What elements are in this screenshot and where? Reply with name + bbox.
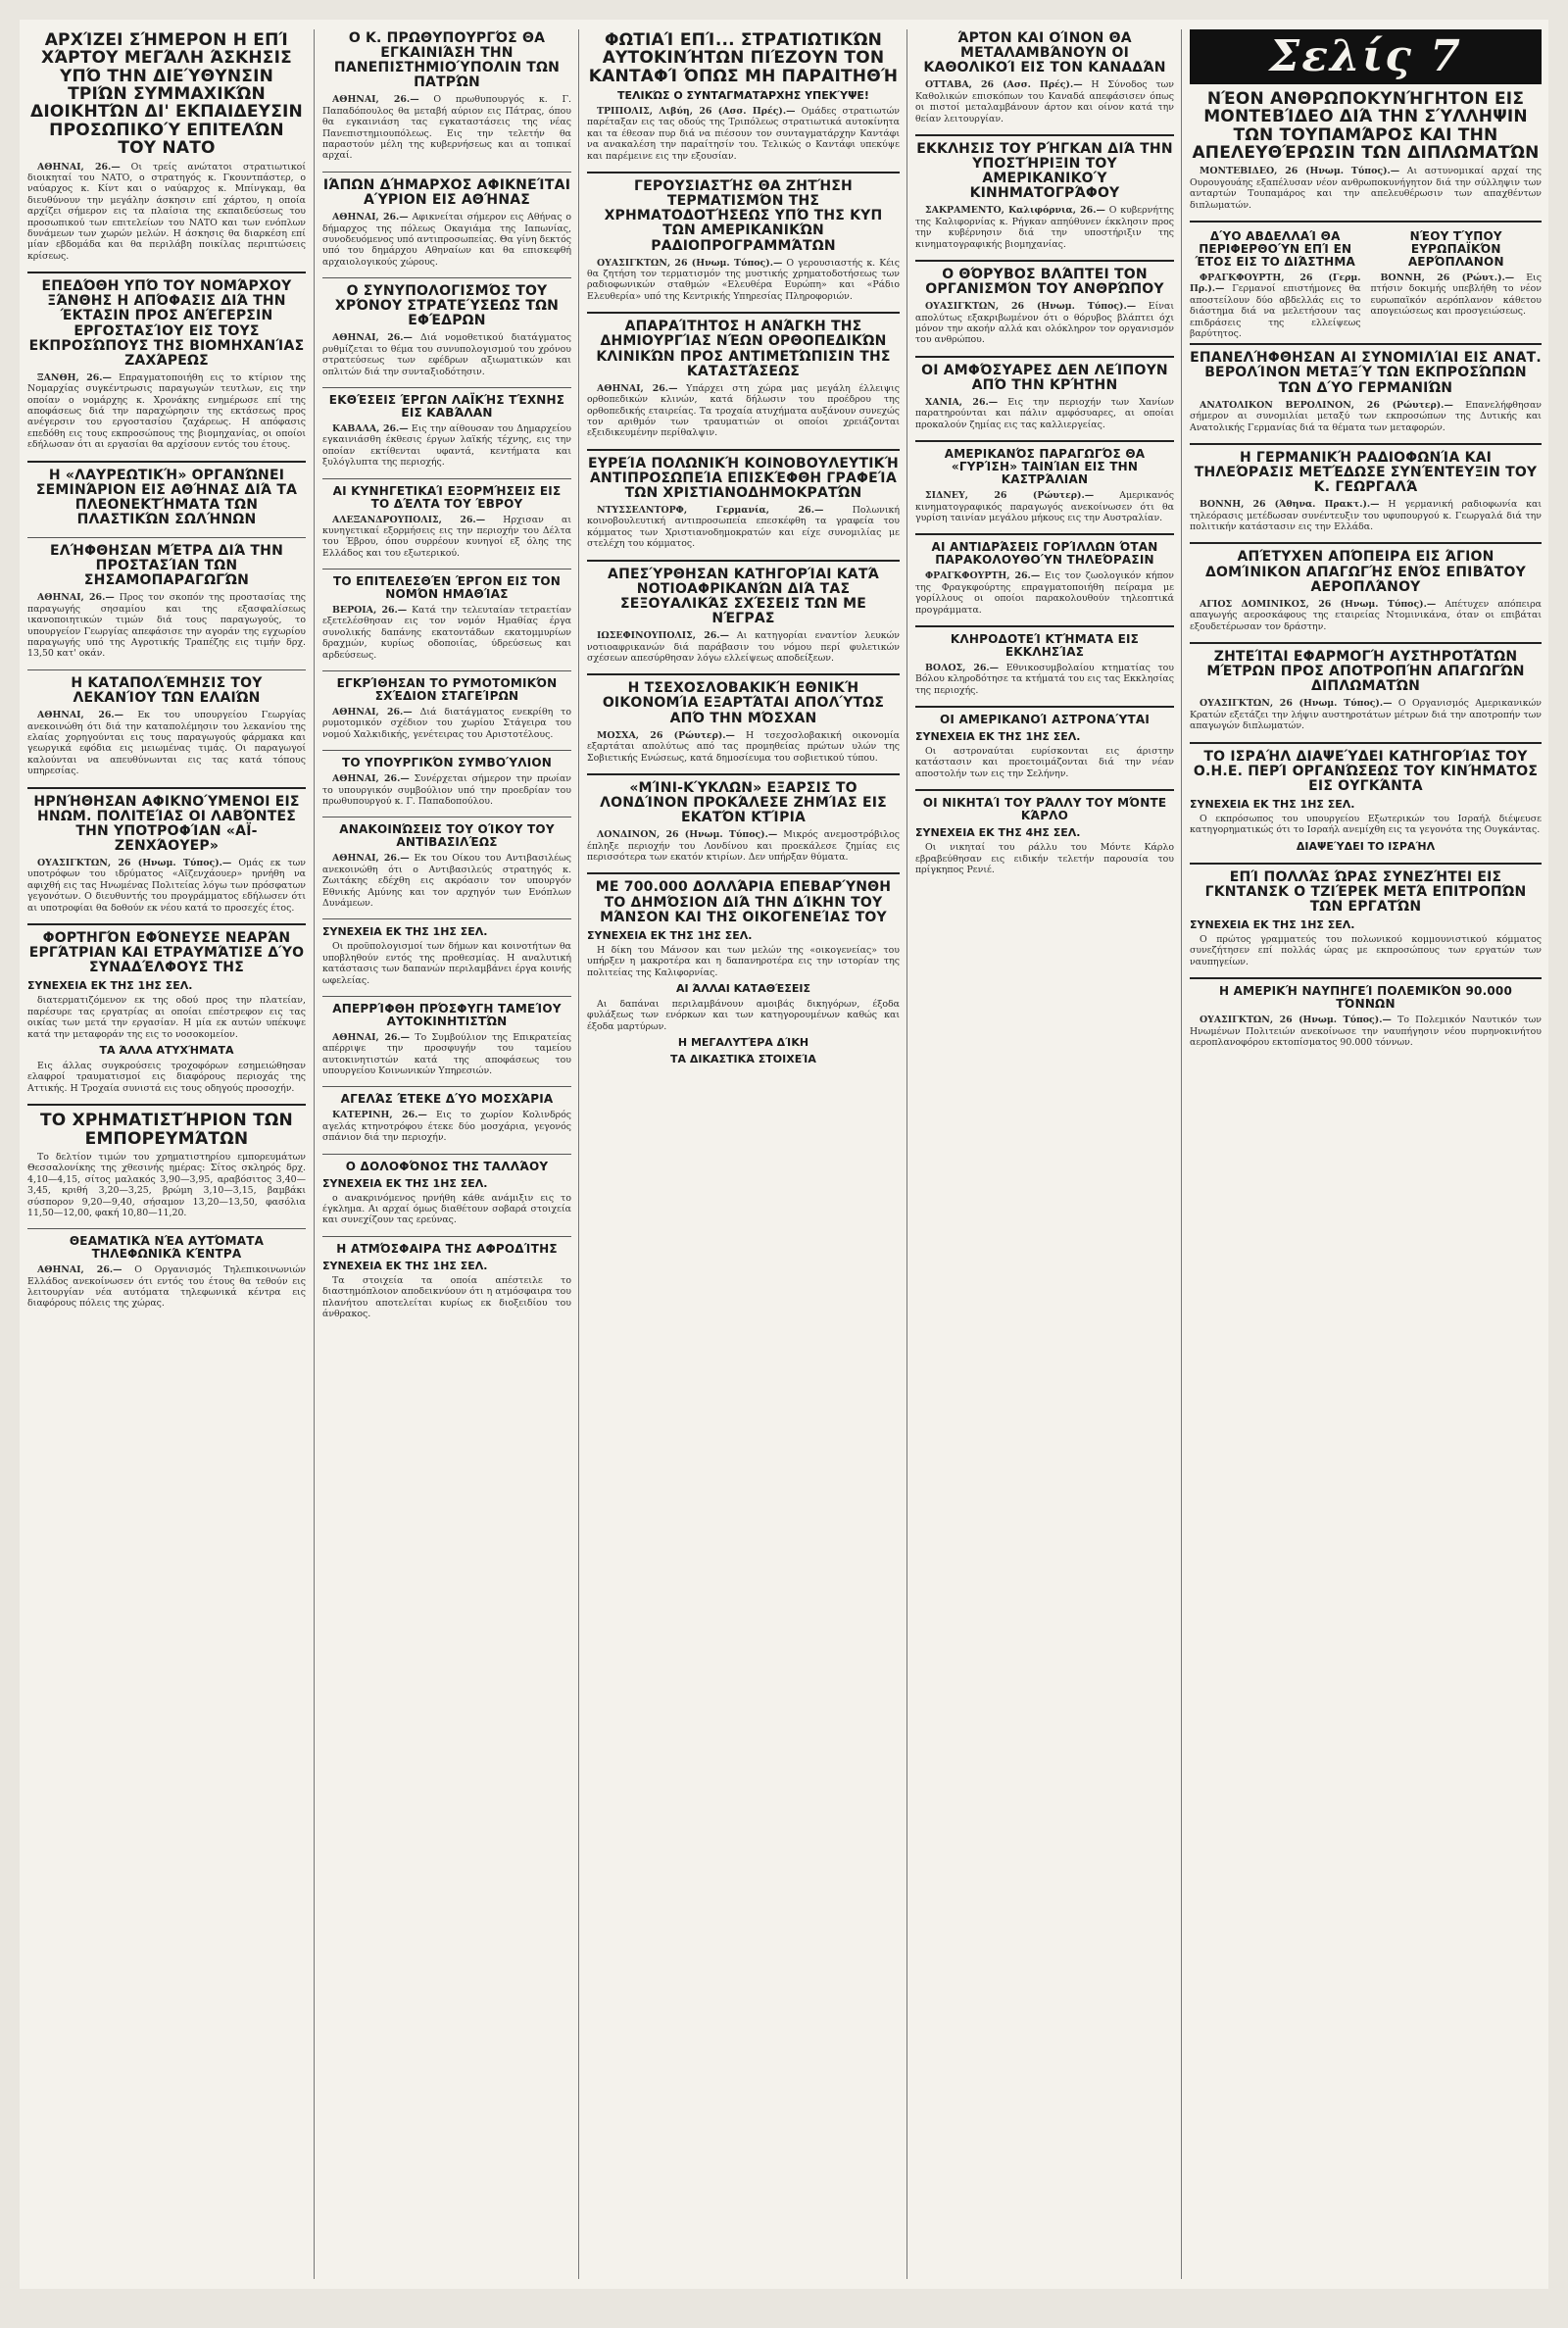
article-polish-delegation <box>587 457 900 550</box>
article-south-africa <box>587 568 900 665</box>
article-body: ΑΓΙΟΣ ΔΟΜΙΝΙΚΟΣ, 26 (Ηνωμ. Τύπος).— Απέτυχεν απόπειρα απαγωγής αεροσκάφους της εταιρείας Ντομινικάνα, όταν οι επιβάται εξουδετέρωσαν τον δράστην. <box>1190 598 1542 632</box>
article-london-cyclone <box>587 781 900 864</box>
article-body: ΟΥΑΣΙΓΚΤΩΝ, 26 (Ηνωμ. Τύπος).— Ο Οργανισμός Αμερικανικών Κρατών εξετάζει την λήψιν αυστηροτάτων μέτρων διά την αποτροπήν των απαγωγών διπλωματών. <box>1190 698 1542 732</box>
continuation-label: ΣΥΝΕΧΕΙΑ ΕΚ ΤΗΣ 4ΗΣ ΣΕΛ. <box>915 826 1081 840</box>
headline: ΑΜΕΡΙΚΑΝΌΣ ΠΑΡΑΓΩΓΌΣ ΘΑ «ΓΥΡΊΣΗ» ΤΑΙΝΊΑΝ ΕΙΣ ΤΗΝ ΚΑΣΤΡΆΛΙΑΝ <box>944 447 1146 487</box>
column-2 <box>314 29 579 2279</box>
article-venus-atmosphere <box>322 1243 571 1320</box>
headline: ΟΙ ΝΙΚΗΤΑΊ ΤΟΥ ΡΆΛΛΥ ΤΟΥ ΜΌΝΤΕ ΚΆΡΛΟ <box>922 796 1167 823</box>
article-sesame <box>27 544 306 660</box>
headline: ΟΙ ΑΜΕΡΙΚΑΝΟΊ ΑΣΤΡΟΝΑΎΤΑΙ <box>940 713 1150 727</box>
article-gorillas-tv <box>915 541 1174 616</box>
column-5 <box>1181 29 1548 2279</box>
article-calves <box>322 1093 571 1143</box>
article-body: ο ανακρινόμενος ηρνήθη κάθε ανάμιξιν εις το έγκλημα. Αι αρχαί όμως διαθέτουν σοβαρά στοιχεία και συνεχίζουν τας ερεύνας. <box>322 1192 571 1226</box>
headline: ΦΟΡΤΗΓΌΝ ΕΦΌΝΕΥΣΕ ΝΕΑΡΆΝ ΕΡΓΆΤΡΙΑΝ ΚΑΙ ΕΤΡΑΥΜΆΤΙΣΕ ΔΎΟ ΣΥΝΑΔΈΛΦΟΥΣ ΤΗΣ <box>28 930 305 976</box>
article-body: ΑΘΗΝΑΙ, 26.— Συνέρχεται σήμερον την πρωίαν το υπουργικόν συμβούλιον υπό την προεδρίαν του πρωθυπουργού κ. Γ. Παπαδοπούλου. <box>322 773 571 807</box>
headline: Ο ΣΥΝΥΠΟΛΟΓΙΣΜΌΣ ΤΟΥ ΧΡΌΝΟΥ ΣΤΡΑΤΕΎΣΕΩΣ ΤΩΝ ΕΦΈΔΡΩΝ <box>334 283 560 329</box>
article-montevideo <box>1190 90 1542 211</box>
headline: ΑΠΈΤΥΧΕΝ ΑΠΌΠΕΙΡΑ ΕΙΣ ΆΓΙΟΝ ΔΟΜΊΝΙΚΟΝ ΑΠΑΓΩΓΉΣ ΕΝΌΣ ΕΠΙΒΆΤΟΥ ΑΕΡΟΠΛΆΝΟΥ <box>1204 549 1526 595</box>
article-diplomat-kidnappings <box>1190 650 1542 732</box>
headline: Η ΑΤΜΌΣΦΑΙΡΑ ΤΗΣ ΑΦΡΟΔΊΤΗΣ <box>336 1241 558 1256</box>
article-dominican-hijack <box>1190 550 1542 632</box>
article-hunting-evros <box>322 485 571 560</box>
article-body: ΑΘΗΝΑΙ, 26.— Διά διατάγματος ενεκρίθη το ρυμοτομικόν σχέδιον του χωρίου Στάγειρα του νομού Χαλκιδικής, γενέτειρας του Αριστοτέλους. <box>322 706 572 740</box>
article-gaddafi <box>587 31 900 162</box>
headline: ΑΙ ΚΥΝΗΓΕΤΙΚΑΊ ΕΞΟΡΜΉΣΕΙΣ ΕΙΣ ΤΟ ΔΈΛΤΑ ΤΟΥ ΈΒΡΟΥ <box>332 483 562 511</box>
subheading: ΑΙ ΆΛΛΑΙ ΚΑΤΑΘΈΣΕΙΣ <box>675 982 810 995</box>
article-body: διατερματιζόμενον εκ της οδού προς την πλατείαν, παρέσυρε τας εργατρίας αι οποίαι επέστρεφον εις τας οικίας των μετά την εργασίαν. Η μία εκ αυτών υπέκυψε κατά την μεταφοράν της εις το νοσοκομείον. <box>27 995 306 1040</box>
headline: ΕΛΉΦΘΗΣΑΝ ΜΈΤΡΑ ΔΙΆ ΤΗΝ ΠΡΟΣΤΑΣΊΑΝ ΤΩΝ ΣΗΣΑΜΟΠΑΡΑΓΩΓΏΝ <box>50 543 283 589</box>
article-body: ΑΘΗΝΑΙ, 26.— Ο Οργανισμός Τηλεπικοινωνιών Ελλάδος ανεκοίνωσεν ότι εντός του έτους θα τεθούν εις λειτουργίαν νέα αυτόματα τηλεφωνικά κέντρα εις διαφόρους πόλεις της χώρας. <box>27 1264 306 1310</box>
article-imathia-works <box>322 575 571 661</box>
headline: ΤΟ ΙΣΡΑΉΛ ΔΙΑΨΕΎΔΕΙ ΚΑΤΗΓΟΡΊΑΣ ΤΟΥ Ο.Η.Ε. ΠΕΡΊ ΟΡΓΑΝΏΣΕΩΣ ΤΟΥ ΚΙΝΉΜΑΤΟΣ ΕΙΣ ΟΥΓΚΆΝΤΑ <box>1193 748 1539 794</box>
article-manson-trial <box>587 880 900 1065</box>
article-body: ΒΟΝΝΗ, 26 (Άθηνα. Πρακτ.).— Η γερμανική ραδιοφωνία και τηλεόρασις μετέδωσαν συνέντευξιν του υφυπουργού κ. Γεωργαλά διά την πολιτικήν κατάστασιν εις την Ελλάδα. <box>1190 499 1542 533</box>
article-czech-economy <box>587 681 900 764</box>
article-body: Το δελτίον τιμών του χρηματιστηρίου εμπορευμάτων Θεσσαλονίκης της χθεσινής ημέρας: Σίτος σκληρός δρχ. 4,10—4,15, σίτος μαλακός 3,90—3,95, αραβόσιτος 3,40—3,45, κριθή 3,20—3,25, βρώμη 3,10—3,15, βαμβάκι σύσπορον 9,20—9,40, σήσαμον 13,20—13,50, φασόλια 11,50—12,00, φακή 10,80—11,20. <box>27 1151 306 1218</box>
article-eisenhower-fellows <box>27 795 306 914</box>
continuation-label: ΣΥΝΕΧΕΙΑ ΕΚ ΤΗΣ 1ΗΣ ΣΕΛ. <box>322 1176 488 1190</box>
article-reagan-cinema <box>915 142 1174 250</box>
article-cia-radio <box>587 179 900 302</box>
headline: ΕΚΘΈΣΕΙΣ ΈΡΓΩΝ ΛΑΪΚΉΣ ΤΈΧΝΗΣ ΕΙΣ ΚΑΒΆΛΑΝ <box>328 393 565 421</box>
article-body: Ο πρώτος γραμματεύς του πολωνικού κομμουνιστικού κόμματος συνεζήτησεν επί πολλάς ώρας με εκπροσώπους των εργατών των ναυπηγείων. <box>1190 934 1542 967</box>
headline: ΘΕΑΜΑΤΙΚΆ ΝΈΑ ΑΥΤΌΜΑΤΑ ΤΗΛΕΦΩΝΙΚΆ ΚΈΝΤΡΑ <box>69 1234 265 1262</box>
article-continuation <box>322 925 571 986</box>
continuation-label: ΣΥΝΕΧΕΙΑ ΕΚ ΤΗΣ 1ΗΣ ΣΕΛ. <box>322 1259 488 1272</box>
headline: ΕΓΚΡΊΘΗΣΑΝ ΤΟ ΡΥΜΟΤΟΜΙΚΌΝ ΣΧΈΔΙΟΝ ΣΤΑΓΕΊΡΩΝ <box>336 676 558 704</box>
article-commodity-exchange <box>27 1112 306 1218</box>
headline: Ο Κ. ΠΡΩΘΥΠΟΥΡΓΌΣ ΘΑ ΕΓΚΑΙΝΙΆΣΗ ΤΗΝ ΠΑΝΕΠΙΣΤΗΜΙΟΎΠΟΛΙΝ ΤΩΝ ΠΑΤΡΏΝ <box>333 30 561 91</box>
article-body: ΜΟΣΧΑ, 26 (Ρώυτερ).— Η τσεχοσλοβακική οικονομία εξαρτάται απολύτως από τας προμηθείας πρώτων υλών της Σοβιετικής Ενώσεως, κατά δημοσίευμα του σοβιετικού τύπου. <box>587 729 901 764</box>
headline: ΦΩΤΙΑΊ ΕΠΊ... ΣΤΡΑΤΙΩΤΙΚΏΝ ΑΥΤΟΚΙΝΉΤΩΝ ΠΙΈΖΟΥΝ ΤΟΝ ΚΑΝΤΑΦΊ ΌΠΩΣ ΜΗ ΠΑΡΑΙΤΗΘΉ <box>588 30 899 86</box>
article-body: Εις άλλας συγκρούσεις τροχοφόρων εσημειώθησαν ελαφροί τραυματισμοί εις διαφόρους περιοχάς της Αττικής. Η Τροχαία συνιστά εις τους οδηγούς προσοχήν. <box>27 1060 306 1094</box>
article-body: ΞΑΝΘΗ, 26.— Επραγματοποιήθη εις το κτίριον της Νομαρχίας συγκέντρωσις παραγωγών τευτλων, εις την οποίαν ο νομάρχης κ. Χρονάκης ενημέρωσε επί της αποφάσεως διά την παραχώρησιν της εκτάσεως προς ανέγερσιν του εργοστασίου ζαχάρεως. Η απόφασις επεδόθη εις τους εκπροσώπους της βιομηχανίας, οι οποίοι εδήλωσαν ότι αι εργασίαι θα αρχίσουν εντός του έτους. <box>27 371 306 451</box>
article-body: Τα στοιχεία τα οποία απέστειλε το διαστημόπλοιον αποδεικνύουν ότι η ατμόσφαιρα του πλανήτου αποτελείται κυρίως εκ διοξειδίου του άνθρακος. <box>322 1274 571 1319</box>
headline: ΑΡΧΊΖΕΙ ΣΉΜΕΡΟΝ Η ΕΠΊ ΧΆΡΤΟΥ ΜΕΓΆΛΗ ΆΣΚΗΣΙΣ ΥΠΌ ΤΗΝ ΔΙΕΎΘΥΝΣΙΝ ΤΡΙΏΝ ΣΥΜΜΑΧΙΚΏΝ ΔΙΟΙΚΗΤΏΝ ΔΙ' ΕΚΠΑΙΔΕΥΣΙΝ ΠΡΟΣΩΠΙΚΟΎ ΕΠΙΤΕΛΏΝ ΤΟΥ ΝΑΤΟ <box>30 30 303 159</box>
headline: ΚΛΗΡΟΔΟΤΕΊ ΚΤΉΜΑΤΑ ΕΙΣ ΕΚΚΛΗΣΊΑΣ <box>950 631 1140 659</box>
article-body: ΑΘΗΝΑΙ, 26.— Προς τον σκοπόν της προστασίας της παραγωγής σησαμίου και της εξασφαλίσεως ικανοποιητικών τιμών διά τους παραγωγούς, το υπουργείον Γεωργίας απεφάσισε την αγοράν της εγχωρίου παραγωγής υπό της Αγροτικής Τραπέζης εις τιμήν δρχ. 13,50 κατ' οκάν. <box>27 592 306 660</box>
article-body: ΙΩΣΕΦΙΝΟΥΠΟΛΙΣ, 26.— Αι κατηγορίαι εναντίον λευκών νοτιοαφρικανών διά παράβασιν του νόμου περί φυλετικών σχέσεων απεσύρθησαν λόγω ελλείψεως αποδείξεων. <box>587 630 900 664</box>
headline: ΑΝΑΚΟΙΝΏΣΕΙΣ ΤΟΥ ΟΊΚΟΥ ΤΟΥ ΑΝΤΙΒΑΣΙΛΈΩΣ <box>339 822 555 850</box>
subheading: ΤΕΛΙΚΏΣ Ο ΣΥΝΤΑΓΜΑΤΆΡΧΗΣ ΥΠΕΚΎΨΕ! <box>617 89 869 103</box>
article-communion-canada <box>915 31 1174 124</box>
article-body: ΜΟΝΤΕΒΙΔΕΟ, 26 (Ηνωμ. Τύπος).— Αι αστυνομικαί αρχαί της Ουρουγουάης εξαπέλυσαν νέον ανθρωποκυνήγητον διά την σύλληψιν των ανταρτών Τουπαμάρος και την απελευθέρωσιν των απαχθέντων διπλωματών. <box>1190 166 1542 211</box>
headline: ΤΟ ΕΠΙΤΕΛΕΣΘΈΝ ΈΡΓΟΝ ΕΙΣ ΤΟΝ ΝΟΜΌΝ ΗΜΑΘΊΑΣ <box>333 574 561 602</box>
article-monte-carlo-rally <box>915 797 1174 875</box>
headline: ΑΙ ΑΝΤΙΔΡΆΣΕΙΣ ΓΟΡΊΛΛΩΝ ΌΤΑΝ ΠΑΡΑΚΟΛΟΥΘΟΎΝ ΤΗΛΕΌΡΑΣΙΝ <box>931 540 1158 568</box>
article-crete <box>915 364 1174 430</box>
article-drivers-fund <box>322 1003 571 1077</box>
article-body: ΟΥΑΣΙΓΚΤΩΝ, 26 (Ηνωμ. Τύπος).— Ο γερουσιαστής κ. Κέις θα ζητήση τον τερματισμόν της μυστικής χρηματοδοτήσεως των ραδιοφωνικών σταθμών «Ελευθέρα Ευρώπη» και «Ράδιο Ελευθερία» υπό της Κεντρικής Υπηρεσίας Πληροφοριών. <box>587 257 900 302</box>
article-leeches-space <box>1190 228 1361 339</box>
article-body: ΟΤΤΑΒΑ, 26 (Ασσ. Πρές).— Η Σύνοδος των Καθολικών επισκόπων του Καναδά απεφάσισεν όπως οι πιστοί μεταλαμβάνουν άρτον και οίνον κατά την θείαν λειτουργίαν. <box>915 79 1174 124</box>
headline: ΤΟ ΥΠΟΥΡΓΙΚΌΝ ΣΥΜΒΟΎΛΙΟΝ <box>341 756 553 770</box>
article-body: Αι δαπάναι περιλαμβάνουν αμοιβάς δικηγόρων, έξοδα φυλάξεως των ενόρκων και των κατηγορουμένων καθώς και έξοδα μαρτύρων. <box>587 999 900 1032</box>
headline: ΔΎΟ ΑΒΔΕΛΛΑΊ ΘΑ ΠΕΡΙΦΕΡΘΟΎΝ ΕΠΊ ΕΝ ΈΤΟΣ ΕΙΣ ΤΟ ΔΙΆΣΤΗΜΑ <box>1195 229 1355 269</box>
article-body: ΒΟΛΟΣ, 26.— Εθνικοσυμβολαίου κτηματίας του Βόλου κληροδότησε τα κτήματά του εις τας Εκκλησίας της περιοχής. <box>915 662 1175 696</box>
headline: ΝΈΟΥ ΤΎΠΟΥ ΕΥΡΩΠΑΪΚΌΝ ΑΕΡΌΠΛΑΝΟΝ <box>1407 229 1504 269</box>
headline: ΕΠΊ ΠΟΛΛΆΣ ΏΡΑΣ ΣΥΝΕΖΉΤΕΙ ΕΙΣ ΓΚΝΤΑΝΣΚ Ο ΤΖΙΈΡΕΚ ΜΕΤΆ ΕΠΙΤΡΟΠΏΝ ΤΩΝ ΕΡΓΑΤΏΝ <box>1204 868 1527 915</box>
article-body: Η δίκη του Μάνσον και των μελών της «οικογενείας» του υπήρξεν η μακροτέρα και η δαπανηροτέρα εις την ιστορίαν της πολιτείας της Καλιφορνίας. <box>587 944 900 978</box>
newspaper-page <box>20 20 1548 2289</box>
article-body: ΑΘΗΝΑΙ, 26.— Εκ του υπουργείου Γεωργίας ανεκοινώθη ότι διά την καταπολέμησιν του λεκανίου της ελαίας χορηγούνται εις τους παραγωγούς φάρμακα και γεωργικά εφόδια εις μειωμένας τιμάς. Οι παραγωγοί καλούνται να απευθύνωνται εις τας κατά τόπους υπηρεσίας. <box>27 710 306 777</box>
article-body: ΤΡΙΠΟΛΙΣ, Λιβύη, 26 (Ασσ. Πρές).— Ομάδες στρατιωτών παρέταξαν εις τας οδούς της Τριπόλεως στρατιωτικά αυτοκίνητα και τα έθεσαν πυρ διά να πιέσουν τον συνταγματάρχην Καντάφι να ανακαλέση την παραίτησίν του. Τελικώς ο Καντάφι υπεκύψε και παρέμεινε εις την εξουσίαν. <box>587 106 901 162</box>
article-body: Οι νικηταί του ράλλυ του Μόντε Κάρλο εβραβεύθησαν εις ειδικήν τελετήν παρουσία του πρίγκηπος Ρενιέ. <box>915 842 1174 875</box>
article-body: ΝΤΥΣΣΕΛΝΤΟΡΦ, Γερμανία, 26.— Πολωνική κοινοβουλευτική αντιπροσωπεία επεσκέφθη τα γραφεία του κόμματος των Χριστιανοδημοκρατών και είχε συνομιλίας με στελέχη του κόμματος. <box>587 505 900 550</box>
subheading: ΤΑ ΔΙΚΑΣΤΙΚΆ ΣΤΟΙΧΕΊΑ <box>670 1053 816 1066</box>
article-body: ΚΑΤΕΡΙΝΗ, 26.— Εις το χωρίον Κολινδρός αγελάς κτηνοτρόφου έτεκε δύο μοσχάρια, γεγονός σπάνιον διά την περιοχήν. <box>322 1110 572 1144</box>
article-telephone-centers <box>27 1235 306 1310</box>
article-body: ΦΡΑΓΚΦΟΥΡΤΗ, 26 (Γερμ. Πρ.).— Γερμανοί επιστήμονες θα αποστείλουν δύο αβδελλάς εις το διάστημα διά να μελετήσουν τας επιδράσεις της ελλείψεως βαρύτητος. <box>1190 272 1361 339</box>
headline: ΖΗΤΕΊΤΑΙ ΕΦΑΡΜΟΓΉ ΑΥΣΤΗΡΟΤΆΤΩΝ ΜΈΤΡΩΝ ΠΡΟΣ ΑΠΟΤΡΟΠΉΝ ΑΠΑΓΩΓΏΝ ΔΙΠΛΩΜΑΤΏΝ <box>1206 649 1525 695</box>
continuation-label: ΣΥΝΕΧΕΙΑ ΕΚ ΤΗΣ 1ΗΣ ΣΕΛ. <box>587 928 753 942</box>
headline: ΑΓΕΛΆΣ ΈΤΕΚΕ ΔΎΟ ΜΟΣΧΆΡΙΑ <box>340 1092 554 1107</box>
article-astronauts <box>915 714 1174 779</box>
article-body: ΟΥΑΣΙΓΚΤΩΝ, 26 (Ηνωμ. Τύπος).— Είναι απολύτως εξακριβωμένον ότι ο θόρυβος βλάπτει όχι μόνον την ακοήν αλλά και ολόκληρον τον οργανισμόν του ανθρώπου. <box>915 301 1174 346</box>
continuation-label: ΣΥΝΕΧΕΙΑ ΕΚ ΤΗΣ 1ΗΣ ΣΕΛ. <box>1190 918 1355 932</box>
headline: ΟΙ ΑΜΦΌΣΥΑΡΕΣ ΔΕΝ ΛΕΊΠΟΥΝ ΑΠΌ ΤΗΝ ΚΡΉΤΗΝ <box>921 362 1168 393</box>
continuation-label: ΣΥΝΕΧΕΙΑ ΕΚ ΤΗΣ 1ΗΣ ΣΕΛ. <box>322 925 488 939</box>
column-1 <box>20 29 314 2279</box>
article-body: ΟΥΑΣΙΓΚΤΩΝ, 26 (Ηνωμ. Τύπος).— Το Πολεμικόν Ναυτικόν των Ηνωμένων Πολιτειών ανεκοίνωσε την ναυπήγησιν νέου πυρηνοκινήτου αεροπλανοφόρου εκτοπίσματος 90.000 τόννων. <box>1190 1015 1542 1048</box>
article-body: ΑΘΗΝΑΙ, 26.— Ο πρωθυπουργός κ. Γ. Παπαδόπουλος θα μεταβή αύριον εις Πάτρας, όπου θα εγκαινιάση τας εγκαταστάσεις της νέας Πανεπιστημιουπόλεως. Εις την τελετήν θα παραστούν μέλη της κυβερνήσεως και αι τοπικαί αρχαί. <box>322 94 571 162</box>
article-bequest <box>915 633 1174 696</box>
headline: ΕΠΑΝΕΛΉΦΘΗΣΑΝ ΑΙ ΣΥΝΟΜΙΛΊΑΙ ΕΙΣ ΑΝΑΤ. ΒΕΡΟΛΊΝΟΝ ΜΕΤΑΞΎ ΤΩΝ ΕΚΠΡΟΣΏΠΩΝ ΤΩΝ ΔΎΟ ΓΕΡΜΑΝΙΏΝ <box>1190 350 1542 396</box>
article-body: ΑΘΗΝΑΙ, 26.— Διά νομοθετικού διατάγματος ρυθμίζεται το θέμα του συνυπολογισμού του χρόνου στρατεύσεως των εφέδρων αξιωματικών και οπλιτών διά την συνταξιοδότησιν. <box>322 332 571 377</box>
article-nato-exercise <box>27 31 306 262</box>
article-truck-accident <box>27 931 306 1094</box>
headline: ΕΚΚΛΗΣΙΣ ΤΟΥ ΡΉΓΚΑΝ ΔΙΆ ΤΗΝ ΥΠΟΣΤΉΡΙΞΙΝ ΤΟΥ ΑΜΕΡΙΚΑΝΙΚΟΎ ΚΙΝΗΜΑΤΟΓΡΆΦΟΥ <box>916 140 1173 202</box>
article-body: Οι αστροναύται ευρίσκονται εις άριστην κατάστασιν και προετοιμάζονται διά την νέαν αποστολήν των εις την Σελήνην. <box>915 745 1174 779</box>
article-body: ΑΘΗΝΑΙ, 26.— Οι τρείς ανώτατοι στρατιωτικοί διοικηταί του ΝΑΤΟ, ο στρατηγός κ. Γκουντπάστερ, ο ναύαρχος κ. Κίντ και ο ναύαρχος κ. Μπίνγκαμ, θα διευθύνουν την μεγάλην άσκησιν επί χάρτου, η οποία αρχίζει σήμερον εις τα πλαίσια της εκπαιδεύσεως του προσωπικού των επιτελείων του ΝΑΤΟ και των ενόπλων δυνάμεων των χωρών μελών. Η άσκησις θα διαρκέση επί μίαν εβδομάδα και θα περιλάβη ποικίλας περιπτώσεις κρίσεως. <box>27 161 306 262</box>
headline: Η ΤΣΕΧΟΣΛΟΒΑΚΙΚΉ ΕΘΝΙΚΉ ΟΙΚΟΝΟΜΊΑ ΕΞΑΡΤΆΤΑΙ ΑΠΟΛΎΤΩΣ ΑΠΌ ΤΗΝ ΜΌΣΧΑΝ <box>602 680 885 726</box>
headline: ΑΠΕΣΎΡΘΗΣΑΝ ΚΑΤΗΓΟΡΊΑΙ ΚΑΤΆ ΝΟΤΙΟΑΦΡΙΚΑΝΏΝ ΔΙΆ ΤΑΣ ΣΕΞΟΥΑΛΙΚΆΣ ΣΧΈΣΕΙΣ ΤΩΝ ΜΕ ΝΈΓΡΑΣ <box>608 566 879 627</box>
continuation-label: ΣΥΝΕΧΕΙΑ ΕΚ ΤΗΣ 1ΗΣ ΣΕΛ. <box>27 979 193 993</box>
headline: Η ΓΕΡΜΑΝΙΚΉ ΡΑΔΙΟΦΩΝΊΑ ΚΑΙ ΤΗΛΕΌΡΑΣΙΣ ΜΕΤΈΔΩΣΕ ΣΥΝΈΝΤΕΥΞΙΝ ΤΟΥ Κ. ΓΕΩΡΓΑΛΆ <box>1194 449 1538 496</box>
subheading: ΔΙΑΨΕΎΔΕΙ ΤΟ ΙΣΡΑΉΛ <box>1296 839 1436 853</box>
article-body: Οι προϋπολογισμοί των δήμων και κοινοτήτων θα υποβληθούν εντός της προθεσμίας. Η αναλυτική κατάστασις των δαπανών περιλαμβάνει έργα κοινής ωφελείας. <box>322 941 571 986</box>
article-olive-pest <box>27 676 306 777</box>
article-body: ΟΥΑΣΙΓΚΤΩΝ, 26 (Ηνωμ. Τύπος).— Ομάς εκ των υποτρόφων του ιδρύματος «Αϊζενχάουερ» ηρνήθη να αφιχθή εις τας Ηνωμένας Πολιτείας λόγω των πρόσφατων γεγονότων. Ο διευθυντής του προγράμματος εδήλωσεν ότι αι υποτροφίαι θα δοθούν εκ νέου κατά το προσεχές έτος. <box>27 857 306 914</box>
article-reservists <box>322 284 571 377</box>
article-body: ΑΘΗΝΑΙ, 26.— Εκ του Οίκου του Αντιβασιλέως ανεκοινώθη ότι ο Αντιβασιλεύς στρατηγός κ. Ζωιτάκης εδέχθη εις ακρόασιν τον υπουργόν Εθνικής Αμύνης και τον αρχηγόν των Ενόπλων Δυνάμεων. <box>322 853 571 909</box>
article-body: ΑΘΗΝΑΙ, 26.— Υπάρχει στη χώρα μας μεγάλη έλλειψις ορθοπεδικών κλινών, κατά δήλωσιν του προέδρου της ορθοπεδικής εταιρείας. Τα τροχαία ατυχήματα αυξάνουν συνεχώς τον αριθμόν των τραυματιών οι οποίοι χρειάζονται εξειδικευμένην περίθαλψιν. <box>587 382 900 439</box>
page-masthead: Σελίς 7 <box>1190 29 1542 84</box>
article-body: ΑΛΕΞΑΝΔΡΟΥΠΟΛΙΣ, 26.— Ηρχισαν αι κυνηγετικαί εξορμήσεις εις την περιοχήν του Δέλτα του Έβρου, όπου συρρέουν κυνηγοί εξ όλης της Ελλάδος και του εξωτερικού. <box>322 514 571 559</box>
headline: ΑΠΕΡΡΊΦΘΗ ΠΡΌΣΦΥΓΗ ΤΑΜΕΊΟΥ ΑΥΤΟΚΙΝΗΤΙΣΤΏΝ <box>332 1001 562 1028</box>
article-film-producer <box>915 448 1174 523</box>
article-body: Ο εκπρόσωπος του υπουργείου Εξωτερικών του Ισραήλ διέψευσε κατηγορηματικώς ότι το Ισραήλ ανεμίχθη εις τα γεγονότα της Ουγκάντας. <box>1190 813 1542 836</box>
article-lavreotiki-seminar <box>27 469 306 527</box>
column-3 <box>578 29 907 2279</box>
article-patras-university <box>322 31 571 162</box>
article-israel-uganda <box>1190 750 1542 853</box>
article-gdansk <box>1190 870 1542 968</box>
continuation-label: ΣΥΝΕΧΕΙΑ ΕΚ ΤΗΣ 1ΗΣ ΣΕΛ. <box>1190 797 1355 811</box>
headline: Η ΑΜΕΡΙΚΉ ΝΑΥΠΗΓΕΊ ΠΟΛΕΜΙΚΌΝ 90.000 ΤΌΝΝΩΝ <box>1218 984 1513 1012</box>
headline: Ο ΘΌΡΥΒΟΣ ΒΛΆΠΤΕΙ ΤΟΝ ΟΡΓΑΝΙΣΜΌΝ ΤΟΥ ΑΝΘΡΏΠΟΥ <box>925 267 1164 298</box>
article-cabinet <box>322 757 571 807</box>
article-berlin-talks <box>1190 351 1542 433</box>
headline: Η ΚΑΤΑΠΟΛΈΜΗΣΙΣ ΤΟΥ ΛΕΚΑΝΊΟΥ ΤΩΝ ΕΛΑΙΏΝ <box>71 674 263 706</box>
headline: «ΜΊΝΙ-ΚΎΚΛΩΝ» ΕΞΑΡΣΙΣ ΤΟ ΛΟΝΔΊΝΟΝ ΠΡΟΚΆΛΕΣΕ ΖΗΜΊΑΣ ΕΙΣ ΕΚΑΤΌΝ ΚΤΊΡΙΑ <box>600 779 887 826</box>
headline: ΤΟ ΧΡΗΜΑΤΙΣΤΉΡΙΟΝ ΤΩΝ ΕΜΠΟΡΕΥΜΆΤΩΝ <box>40 1111 293 1149</box>
article-japanese-mayor <box>322 178 571 268</box>
article-european-aircraft <box>1371 228 1543 339</box>
article-body: ΣΑΚΡΑΜΕΝΤΟ, Καλιφόρνια, 26.— Ο κυβερνήτης της Καλιφορνίας κ. Ρήγκαν απηύθυνεν έκκλησιν προς την κυβέρνησιν διά την υποστήριξιν της κινηματογραφικής βιομηχανίας. <box>915 205 1174 250</box>
article-murderer <box>322 1161 571 1226</box>
column-4 <box>906 29 1182 2279</box>
subheading: Η ΜΕΓΑΛΥΤΈΡΑ ΔΊΚΗ <box>677 1036 809 1050</box>
article-folk-art <box>322 394 571 469</box>
article-body: ΚΑΒΑΛΑ, 26.— Εις την αίθουσαν του Δημαρχείου εγκαινιάσθη έκθεσις έργων λαϊκής τέχνης, εις την οποίαν εκτίθενται υφαντά, κεντήματα και ξυλόγλυπτα της περιοχής. <box>322 422 571 469</box>
headline: Η «ΛΑΥΡΕΩΤΙΚΉ» ΟΡΓΑΝΏΝΕΙ ΣΕΜΙΝΆΡΙΟΝ ΕΙΣ ΑΘΉΝΑΣ ΔΙΆ ΤΑ ΠΛΕΟΝΕΚΤΉΜΑΤΑ ΤΩΝ ΠΛΑΣΤΙΚΏΝ ΣΩΛΉΝΩΝ <box>35 467 298 527</box>
article-regent-announcements <box>322 823 571 909</box>
headline: ΙΆΠΩΝ ΔΉΜΑΡΧΟΣ ΑΦΙΚΝΕΊΤΑΙ ΑΎΡΙΟΝ ΕΙΣ ΑΘΉΝΑΣ <box>322 176 571 208</box>
headline: ΜΕ 700.000 ΔΟΛΛΆΡΙΑ ΕΠΕΒΑΡΎΝΘΗ ΤΟ ΔΗΜΌΣΙΟΝ ΔΙΆ ΤΗΝ ΔΊΚΗΝ ΤΟΥ ΜΆΝΣΟΝ ΚΑΙ ΤΗΣ ΟΙΚΟΓΕΝΕΊΑΣ ΤΟΥ <box>595 879 892 925</box>
article-body: ΑΝΑΤΟΛΙΚΟΝ ΒΕΡΟΛΙΝΟΝ, 26 (Ρώυτερ).— Επανελήφθησαν σήμερον αι συνομιλίαι μεταξύ των εκπροσώπων της Δυτικής και Ανατολικής Γερμανίας διά τα θέματα των μεταφορών. <box>1190 399 1543 433</box>
article-body: ΧΑΝΙΑ, 26.— Εις την περιοχήν των Χανίων παρατηρούνται και πάλιν αμφόσυαρες, αι οποίαι προκαλούν ζημίας εις τας καλλιεργείας. <box>915 397 1174 430</box>
continuation-label: ΣΥΝΕΧΕΙΑ ΕΚ ΤΗΣ 1ΗΣ ΣΕΛ. <box>915 729 1081 743</box>
article-xanthi-factory <box>27 279 306 451</box>
headline: ΗΡΝΉΘΗΣΑΝ ΑΦΙΚΝΟΎΜΕΝΟΙ ΕΙΣ ΗΝΩΜ. ΠΟΛΙΤΕΊΑΣ ΟΙ ΛΑΒΌΝΤΕΣ ΤΗΝ ΥΠΟΤΡΟΦΊΑΝ «ΑΪ-ΖΕΝΧΆΟΥΕΡ» <box>33 793 300 854</box>
article-stagira-plan <box>322 677 571 740</box>
article-body: ΒΕΡΟΙΑ, 26.— Κατά την τελευταίαν τετραετίαν εξετελέσθησαν εις τον νομόν Ημαθίας έργα συνολικής δαπάνης εκατοντάδων εκατομμυρίων δραχμών, κυρίως οδοποιίας, ύδρεύσεως και αρδεύσεως. <box>322 605 571 661</box>
article-body: ΒΟΝΝΗ, 26 (Ρώυτ.).— Εις πτήσιν δοκιμής υπεβλήθη το νέον ευρωπαϊκόν αερόπλανον κάθετου απογειώσεως και προσγειώσεως. <box>1370 272 1542 318</box>
headline: ΕΠΕΔΌΘΗ ΥΠΌ ΤΟΥ ΝΟΜΆΡΧΟΥ ΞΆΝΘΗΣ Η ΑΠΌΦΑΣΙΣ ΔΙΆ ΤΗΝ ΈΚΤΑΣΙΝ ΠΡΟΣ ΑΝΈΓΕΡΣΙΝ ΕΡΓΟΣΤΑΣΊΟΥ ΕΙΣ ΤΟΥΣ ΕΚΠΡΟΣΏΠΟΥΣ ΤΗΣ ΒΙΟΜΗΧΑΝΊΑΣ ΖΑΧΆΡΕΩΣ <box>28 278 305 369</box>
headline: ΓΕΡΟΥΣΙΑΣΤΉΣ ΘΑ ΖΗΤΉΣΗ ΤΕΡΜΑΤΙΣΜΌΝ ΤΗΣ ΧΡΗΜΑΤΟΔΟΤΉΣΕΩΣ ΥΠΌ ΤΗΣ ΚΥΠ ΤΩΝ ΑΜΕΡΙΚΑΝΙΚΏΝ ΡΑΔΙΟΠΡΟΓΡΑΜΜΆΤΩΝ <box>604 178 883 254</box>
subheading: ΤΑ ΆΛΛΑ ΑΤΥΧΉΜΑΤΑ <box>99 1043 234 1057</box>
article-body: ΑΘΗΝΑΙ, 26.— Το Συμβούλιον της Επικρατείας απέρριψε την προσφυγήν του ταμείου αυτοκινητιστών κατά της αποφάσεως του υπουργείου Κοινωνικών Υπηρεσιών. <box>322 1031 571 1077</box>
article-body: ΦΡΑΓΚΦΟΥΡΤΗ, 26.— Εις τον ζωολογικόν κήπον της Φραγκφούρτης επραγματοποιήθη πείραμα με γορίλλους οι οποίοι παρακολουθούν τηλεοπτικά προγράμματα. <box>915 570 1174 616</box>
article-us-warship <box>1190 985 1542 1048</box>
headline: ΆΡΤΟΝ ΚΑΙ ΟΊΝΟΝ ΘΑ ΜΕΤΑΛΑΜΒΆΝΟΥΝ ΟΙ ΚΑΘΟΛΙΚΟΊ ΕΙΣ ΤΟΝ ΚΑΝΑΔΆΝ <box>923 30 1166 76</box>
article-noise <box>915 268 1174 346</box>
article-body: ΑΘΗΝΑΙ, 26.— Αφικνείται σήμερον εις Αθήνας ο δήμαρχος της πόλεως Οκαγιάμα της Ιαπωνίας, συνοδευόμενος υπό αντιπροσωπείας. Θα γίνη δεκτός υπό του δημάρχου Αθηναίων και θα επισκεφθή αρχαιολογικούς χώρους. <box>322 212 571 268</box>
headline: ΑΠΑΡΑΊΤΗΤΟΣ Η ΑΝΆΓΚΗ ΤΗΣ ΔΗΜΙΟΥΡΓΊΑΣ ΝΈΩΝ ΟΡΘΟΠΕΔΙΚΏΝ ΚΛΙΝΙΚΏΝ ΠΡΟΣ ΑΝΤΙΜΕΤΏΠΙΣΙΝ ΤΗΣ ΚΑΤΑΣΤΆΣΕΩΣ <box>596 319 891 379</box>
article-german-radio <box>1190 451 1542 533</box>
headline: ΝΈΟΝ ΑΝΘΡΩΠΟΚΥΝΉΓΗΤΟΝ ΕΙΣ ΜΟΝΤΕΒΊΔΕΟ ΔΙΆ ΤΗΝ ΣΎΛΛΗΨΙΝ ΤΩΝ ΤΟΥΠΑΜΆΡΟΣ ΚΑΙ ΤΗΝ ΑΠΕΛΕΥΘΈΡΩΣΙΝ ΤΩΝ ΔΙΠΛΩΜΑΤΏΝ <box>1192 89 1540 164</box>
headline: ΕΥΡΕΊΑ ΠΟΛΩΝΙΚΉ ΚΟΙΝΟΒΟΥΛΕΥΤΙΚΉ ΑΝΤΙΠΡΟΣΩΠΕΊΑ ΕΠΙΣΚΈΦΘΗ ΓΡΑΦΕΊΑ ΤΩΝ ΧΡΙΣΤΙΑΝΟΔΗΜΟΚΡΑΤΏΝ <box>587 455 899 501</box>
article-orthopedic-clinics <box>587 320 900 438</box>
article-body: ΛΟΝΔΙΝΟΝ, 26 (Ηνωμ. Τύπος).— Μικρός ανεμοστρόβιλος έπληξε περιοχήν του Λονδίνου και προεκάλεσε ζημίας εις περισσότερα των εκατόν κτιρίων. Δεν υπήρξαν θύματα. <box>587 829 900 864</box>
headline: Ο ΔΟΛΟΦΌΝΟΣ ΤΗΣ ΤΑΛΛΆΟΥ <box>345 1159 549 1173</box>
article-body: ΣΙΔΝΕΥ, 26 (Ρώυτερ).— Αμερικανός κινηματογραφικός παραγωγός ανεκοίνωσεν ότι θα γυρίση ταινίαν μεγάλου μήκους εις την Αυστραλίαν. <box>915 490 1174 523</box>
